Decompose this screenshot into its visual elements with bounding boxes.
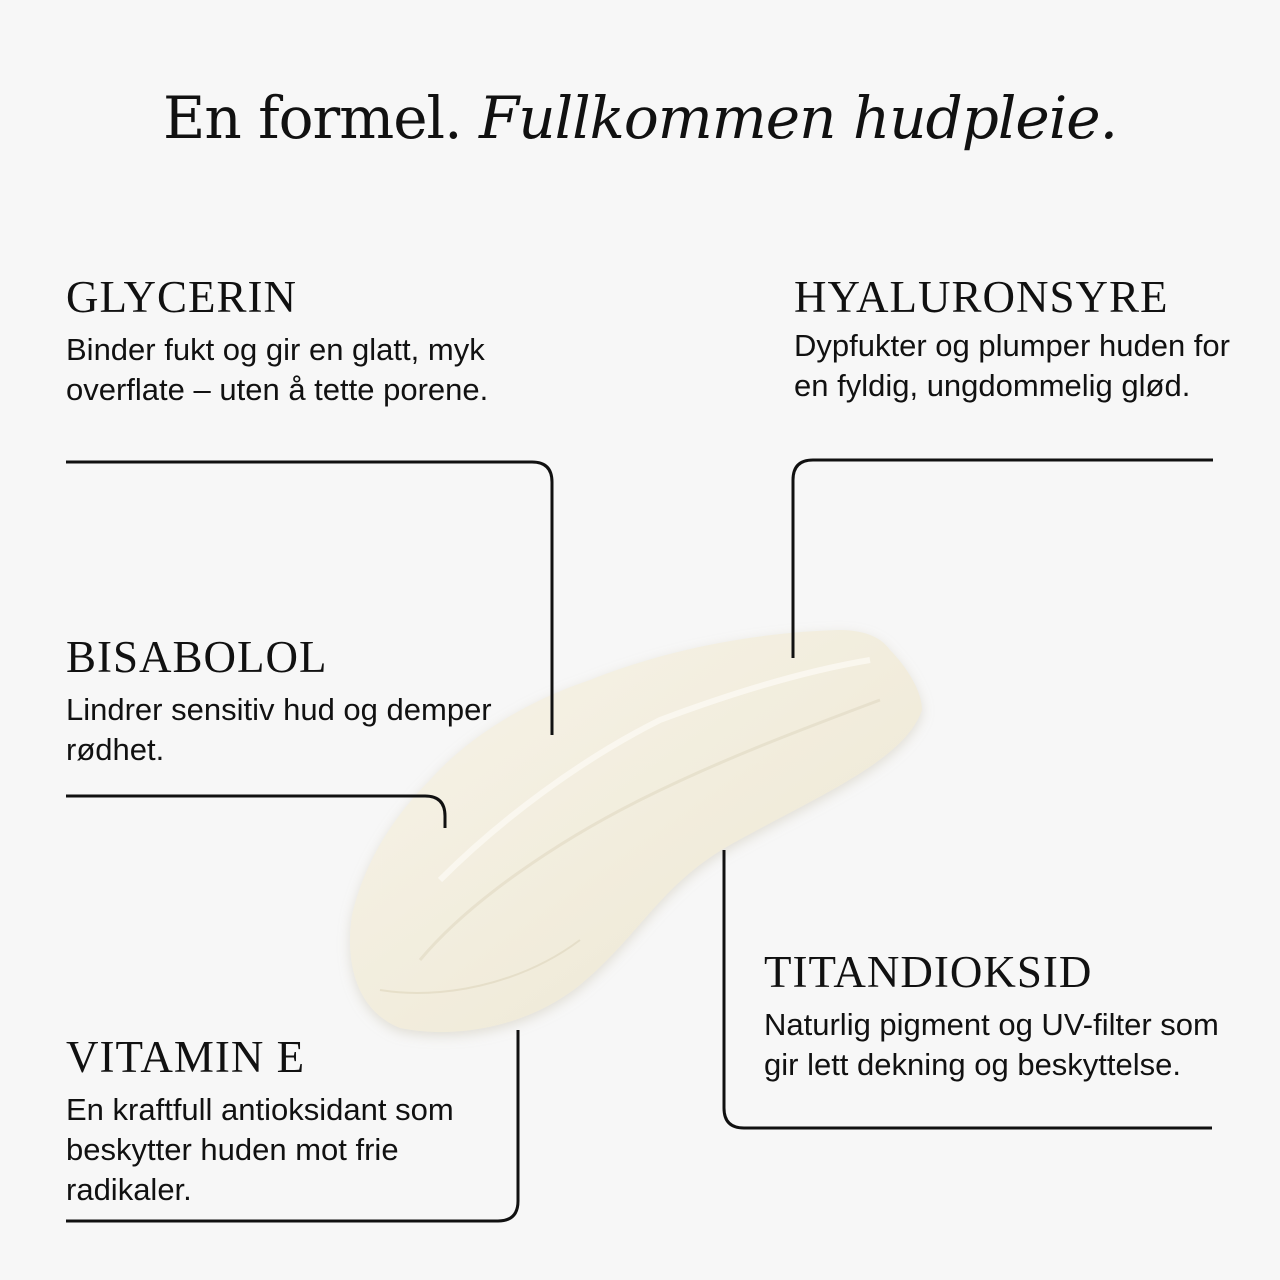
headline-italic: Fullkommen hudpleie. bbox=[478, 84, 1118, 152]
ingredient-vitamin-e bbox=[66, 1032, 506, 1210]
ingredient-name: TITANDIOKSID bbox=[764, 947, 1093, 997]
ingredient-hyaluronsyre bbox=[794, 272, 1234, 406]
ingredient-glycerin bbox=[66, 272, 536, 410]
ingredient-bisabolol bbox=[66, 632, 496, 770]
headline-regular: En formel. bbox=[162, 84, 462, 152]
ingredient-titandioksid bbox=[764, 947, 1234, 1085]
hyaluronsyre-connector bbox=[793, 460, 1213, 658]
ingredient-description: Naturlig pigment og UV-filter som gir lett dekning og beskyttelse. bbox=[764, 1007, 1219, 1082]
ingredient-name: BISABOLOL bbox=[66, 632, 328, 682]
ingredient-name: HYALURONSYRE bbox=[794, 272, 1169, 322]
ingredient-name: VITAMIN E bbox=[66, 1032, 306, 1082]
ingredient-description: Lindrer sensitiv hud og demper rødhet. bbox=[66, 692, 492, 767]
ingredient-description: Dypfukter og plumper huden for en fyldig, ungdommelig glød. bbox=[794, 328, 1230, 403]
ingredient-description: En kraftfull antioksidant som beskytter huden mot frie radikaler. bbox=[66, 1092, 454, 1207]
ingredient-description: Binder fukt og gir en glatt, myk overflate – uten å tette porene. bbox=[66, 332, 489, 407]
bisabolol-connector bbox=[66, 796, 445, 828]
ingredient-name: GLYCERIN bbox=[66, 272, 297, 322]
